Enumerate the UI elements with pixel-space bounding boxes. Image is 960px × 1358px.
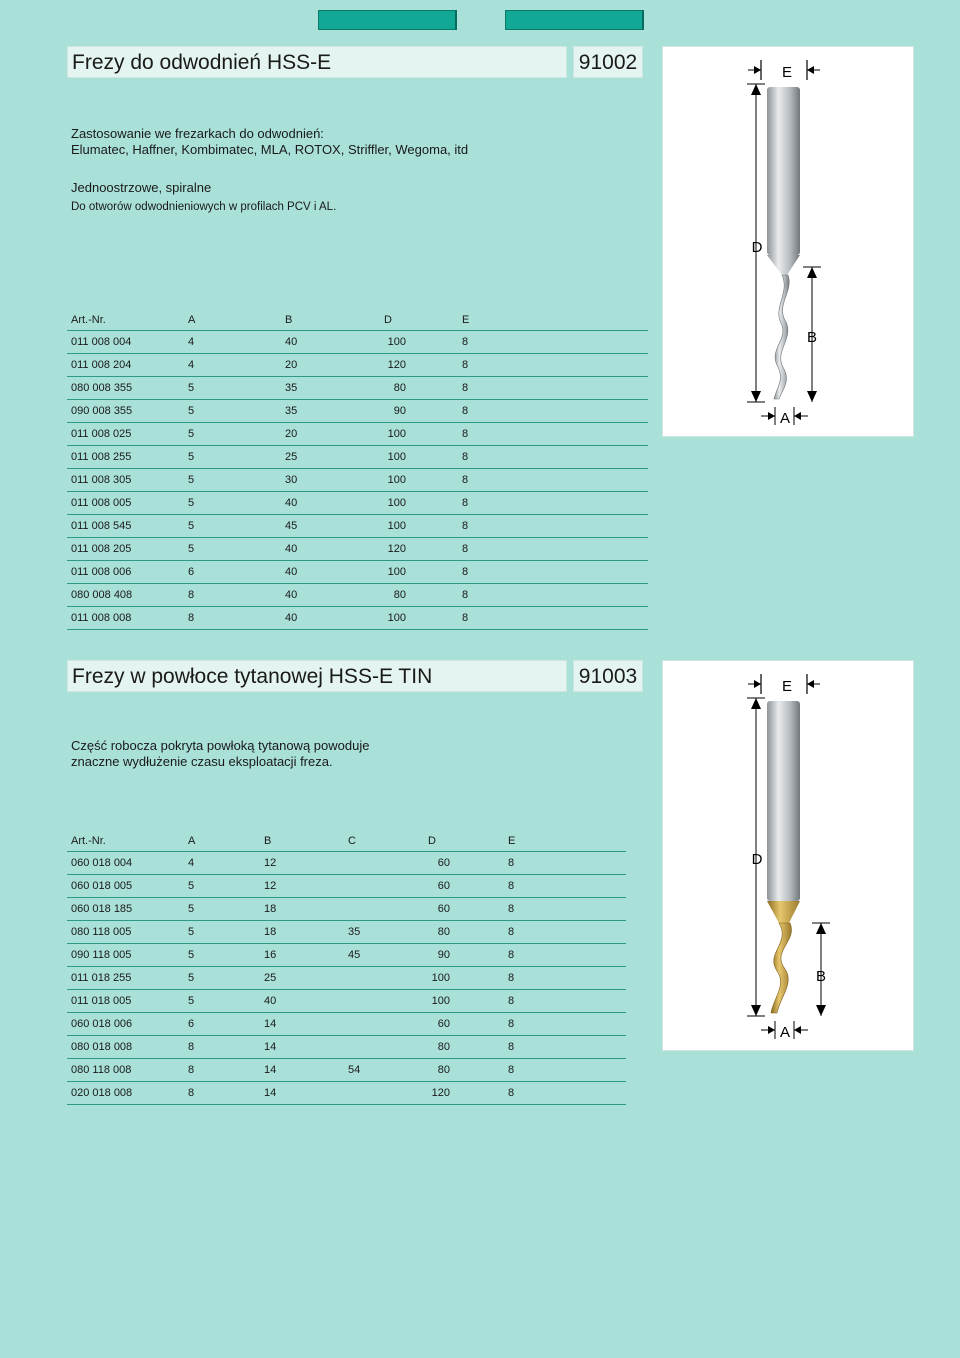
table-cell: 011 008 545: [67, 515, 188, 538]
table-row: [67, 400, 648, 423]
table-cell: 080 118 008: [67, 1059, 188, 1082]
table-cell: 14: [264, 1059, 348, 1082]
table-cell: 5: [188, 967, 264, 990]
table-cell: 6: [188, 1013, 264, 1036]
table-cell: [348, 875, 428, 898]
section1-usage: [71, 126, 468, 158]
table-header-row: [67, 310, 648, 331]
table-row: [67, 921, 626, 944]
table-cell: 080 118 005: [67, 921, 188, 944]
table-row: [67, 331, 648, 354]
table-row: [67, 354, 648, 377]
table-cell: 90: [428, 944, 508, 967]
col-d: D: [428, 831, 508, 852]
col-a: A: [188, 831, 264, 852]
table-cell: 020 018 008: [67, 1082, 188, 1105]
table-cell: 5: [188, 446, 285, 469]
drill-flute: [774, 275, 789, 399]
table-cell: 8: [462, 607, 648, 630]
section2-diagram: [662, 660, 914, 1051]
table-cell: 011 008 004: [67, 331, 188, 354]
dim-d-label: D: [751, 851, 763, 868]
table-cell: 5: [188, 538, 285, 561]
table-cell: 40: [285, 331, 384, 354]
table-row: [67, 944, 626, 967]
table-row: [67, 967, 626, 990]
table-cell: 60: [428, 852, 508, 875]
table-cell: 011 008 255: [67, 446, 188, 469]
table-cell: [348, 967, 428, 990]
section1-table: [67, 310, 648, 630]
table-cell: 080 018 008: [67, 1036, 188, 1059]
table-cell: 8: [508, 875, 626, 898]
table-cell: 011 008 205: [67, 538, 188, 561]
table-cell: 8: [508, 1036, 626, 1059]
table-cell: 100: [384, 561, 462, 584]
table-cell: 100: [384, 423, 462, 446]
col-c: C: [348, 831, 428, 852]
table-cell: 6: [188, 561, 285, 584]
section2-table: [67, 831, 626, 1105]
table-row: [67, 377, 648, 400]
table-row: [67, 1082, 626, 1105]
table-cell: [348, 898, 428, 921]
table-cell: 5: [188, 515, 285, 538]
table-cell: 8: [508, 921, 626, 944]
dim-b-label: B: [815, 968, 827, 985]
col-art: Art.-Nr.: [67, 831, 188, 852]
table-cell: 8: [462, 584, 648, 607]
usage-line-2: Elumatec, Haffner, Kombimatec, MLA, ROTOX, Striffler, Wegoma, itd: [71, 142, 469, 157]
table-cell: 8: [462, 446, 648, 469]
table-cell: 100: [384, 331, 462, 354]
table-cell: 011 008 006: [67, 561, 188, 584]
table-cell: 25: [264, 967, 348, 990]
section1-title: Frezy do odwodnień HSS-E: [67, 46, 567, 78]
table-cell: [348, 1013, 428, 1036]
section1-code: 91002: [573, 46, 643, 78]
section1-purpose: Do otworów odwodnieniowych w profilach PCV i AL.: [71, 201, 337, 213]
table-cell: 8: [508, 1082, 626, 1105]
table-row: [67, 1013, 626, 1036]
table-cell: 54: [348, 1059, 428, 1082]
dim-d-label: D: [751, 239, 763, 256]
table-cell: 60: [428, 1013, 508, 1036]
table-cell: 5: [188, 921, 264, 944]
dim-e-label: E: [781, 678, 793, 695]
section1-diagram: [662, 46, 914, 437]
table-cell: 80: [384, 377, 462, 400]
table-cell: 8: [508, 1013, 626, 1036]
table-cell: 12: [264, 852, 348, 875]
table-row: [67, 607, 648, 630]
col-b: B: [264, 831, 348, 852]
table-row: [67, 898, 626, 921]
table-cell: 60: [428, 898, 508, 921]
table-row: [67, 561, 648, 584]
table-cell: 20: [285, 354, 384, 377]
table-cell: 8: [462, 400, 648, 423]
dim-e-label: E: [781, 64, 793, 81]
table-cell: 4: [188, 331, 285, 354]
table-cell: 5: [188, 423, 285, 446]
table-row: [67, 875, 626, 898]
table-cell: 100: [428, 967, 508, 990]
section2-code: 91003: [573, 660, 643, 692]
table-cell: 35: [285, 377, 384, 400]
table-cell: 8: [188, 607, 285, 630]
table-cell: 100: [384, 515, 462, 538]
table-cell: [348, 852, 428, 875]
table-cell: 80: [428, 1059, 508, 1082]
table-cell: 8: [462, 515, 648, 538]
table-cell: 8: [508, 852, 626, 875]
table-row: [67, 538, 648, 561]
table-cell: 40: [285, 607, 384, 630]
table-cell: 8: [508, 898, 626, 921]
table-cell: 25: [285, 446, 384, 469]
table-cell: 8: [462, 538, 648, 561]
table-cell: 35: [285, 400, 384, 423]
table-cell: 011 018 255: [67, 967, 188, 990]
table-cell: 40: [285, 538, 384, 561]
table-cell: 8: [462, 469, 648, 492]
table-cell: 18: [264, 921, 348, 944]
table-row: [67, 492, 648, 515]
table-cell: 16: [264, 944, 348, 967]
table-cell: 40: [285, 492, 384, 515]
table-cell: 90: [384, 400, 462, 423]
table-cell: 011 018 005: [67, 990, 188, 1013]
drill-shank: [767, 87, 800, 255]
table-cell: 090 008 355: [67, 400, 188, 423]
table-cell: 80: [384, 584, 462, 607]
table-cell: 14: [264, 1036, 348, 1059]
table-cell: 8: [508, 1059, 626, 1082]
table-cell: 8: [462, 423, 648, 446]
section2-description: [71, 738, 369, 770]
drill-diagram-2: [663, 661, 913, 1050]
table-cell: 060 018 004: [67, 852, 188, 875]
col-e: E: [462, 310, 648, 331]
col-a: A: [188, 310, 285, 331]
table-cell: 011 008 005: [67, 492, 188, 515]
table-cell: 060 018 005: [67, 875, 188, 898]
desc-line-2: znaczne wydłużenie czasu eksploatacji freza.: [71, 754, 333, 769]
col-e: E: [508, 831, 626, 852]
table-row: [67, 423, 648, 446]
table-cell: 8: [462, 492, 648, 515]
table-cell: 18: [264, 898, 348, 921]
table-cell: 80: [428, 921, 508, 944]
table-cell: 8: [508, 990, 626, 1013]
table-row: [67, 584, 648, 607]
desc-line-1: Część robocza pokryta powłoką tytanową powoduje: [71, 738, 370, 753]
table-cell: [348, 1082, 428, 1105]
col-b: B: [285, 310, 384, 331]
table-cell: 12: [264, 875, 348, 898]
table-cell: 8: [188, 1082, 264, 1105]
table-cell: 011 008 008: [67, 607, 188, 630]
table-cell: 5: [188, 898, 264, 921]
table-cell: 8: [188, 584, 285, 607]
table-cell: [348, 990, 428, 1013]
table-header-row: [67, 831, 626, 852]
table-cell: 8: [508, 944, 626, 967]
col-d: D: [384, 310, 462, 331]
drill-shank: [767, 701, 800, 901]
table-cell: 011 008 204: [67, 354, 188, 377]
section2-title: Frezy w powłoce tytanowej HSS-E TIN: [67, 660, 567, 692]
table-cell: 80: [428, 1036, 508, 1059]
table-cell: 100: [384, 492, 462, 515]
table-row: [67, 446, 648, 469]
table-row: [67, 1036, 626, 1059]
table-cell: 120: [428, 1082, 508, 1105]
table-cell: 40: [285, 584, 384, 607]
table-cell: 5: [188, 492, 285, 515]
table-cell: 8: [462, 377, 648, 400]
table-cell: 8: [188, 1036, 264, 1059]
usage-line-1: Zastosowanie we frezarkach do odwodnień:: [71, 126, 324, 141]
table-cell: 8: [462, 331, 648, 354]
table-cell: 100: [384, 469, 462, 492]
table-cell: 100: [428, 990, 508, 1013]
table-cell: 120: [384, 354, 462, 377]
table-cell: 30: [285, 469, 384, 492]
table-cell: 60: [428, 875, 508, 898]
table-cell: 5: [188, 990, 264, 1013]
dim-b-label: B: [806, 329, 818, 346]
table-cell: 8: [462, 354, 648, 377]
table-cell: 40: [264, 990, 348, 1013]
table-cell: [348, 1036, 428, 1059]
table-cell: 14: [264, 1013, 348, 1036]
table-cell: 45: [348, 944, 428, 967]
table-cell: 14: [264, 1082, 348, 1105]
dim-a-label: A: [779, 1024, 791, 1041]
table-cell: 40: [285, 561, 384, 584]
table-cell: 5: [188, 377, 285, 400]
table-cell: 8: [462, 561, 648, 584]
table-cell: 060 018 006: [67, 1013, 188, 1036]
table-cell: 011 008 305: [67, 469, 188, 492]
table-cell: 5: [188, 944, 264, 967]
drill-flute-tin: [771, 923, 792, 1013]
table-cell: 5: [188, 469, 285, 492]
table-cell: 060 018 185: [67, 898, 188, 921]
table-cell: 20: [285, 423, 384, 446]
table-cell: 45: [285, 515, 384, 538]
table-row: [67, 1059, 626, 1082]
table-row: [67, 469, 648, 492]
dim-a-label: A: [779, 410, 791, 427]
col-art: Art.-Nr.: [67, 310, 188, 331]
table-cell: 8: [508, 967, 626, 990]
table-cell: 5: [188, 875, 264, 898]
table-cell: 100: [384, 446, 462, 469]
table-cell: 35: [348, 921, 428, 944]
table-cell: 4: [188, 354, 285, 377]
table-cell: 100: [384, 607, 462, 630]
drill-diagram-1: [663, 47, 913, 436]
table-cell: 080 008 355: [67, 377, 188, 400]
section1-type: Jednoostrzowe, spiralne: [71, 180, 212, 195]
table-row: [67, 990, 626, 1013]
table-cell: 011 008 025: [67, 423, 188, 446]
table-cell: 5: [188, 400, 285, 423]
table-cell: 090 118 005: [67, 944, 188, 967]
top-tab-right[interactable]: [505, 10, 644, 30]
table-row: [67, 515, 648, 538]
table-cell: 4: [188, 852, 264, 875]
top-tab-left[interactable]: [318, 10, 457, 30]
table-cell: 8: [188, 1059, 264, 1082]
table-cell: 080 008 408: [67, 584, 188, 607]
table-row: [67, 852, 626, 875]
table-cell: 120: [384, 538, 462, 561]
